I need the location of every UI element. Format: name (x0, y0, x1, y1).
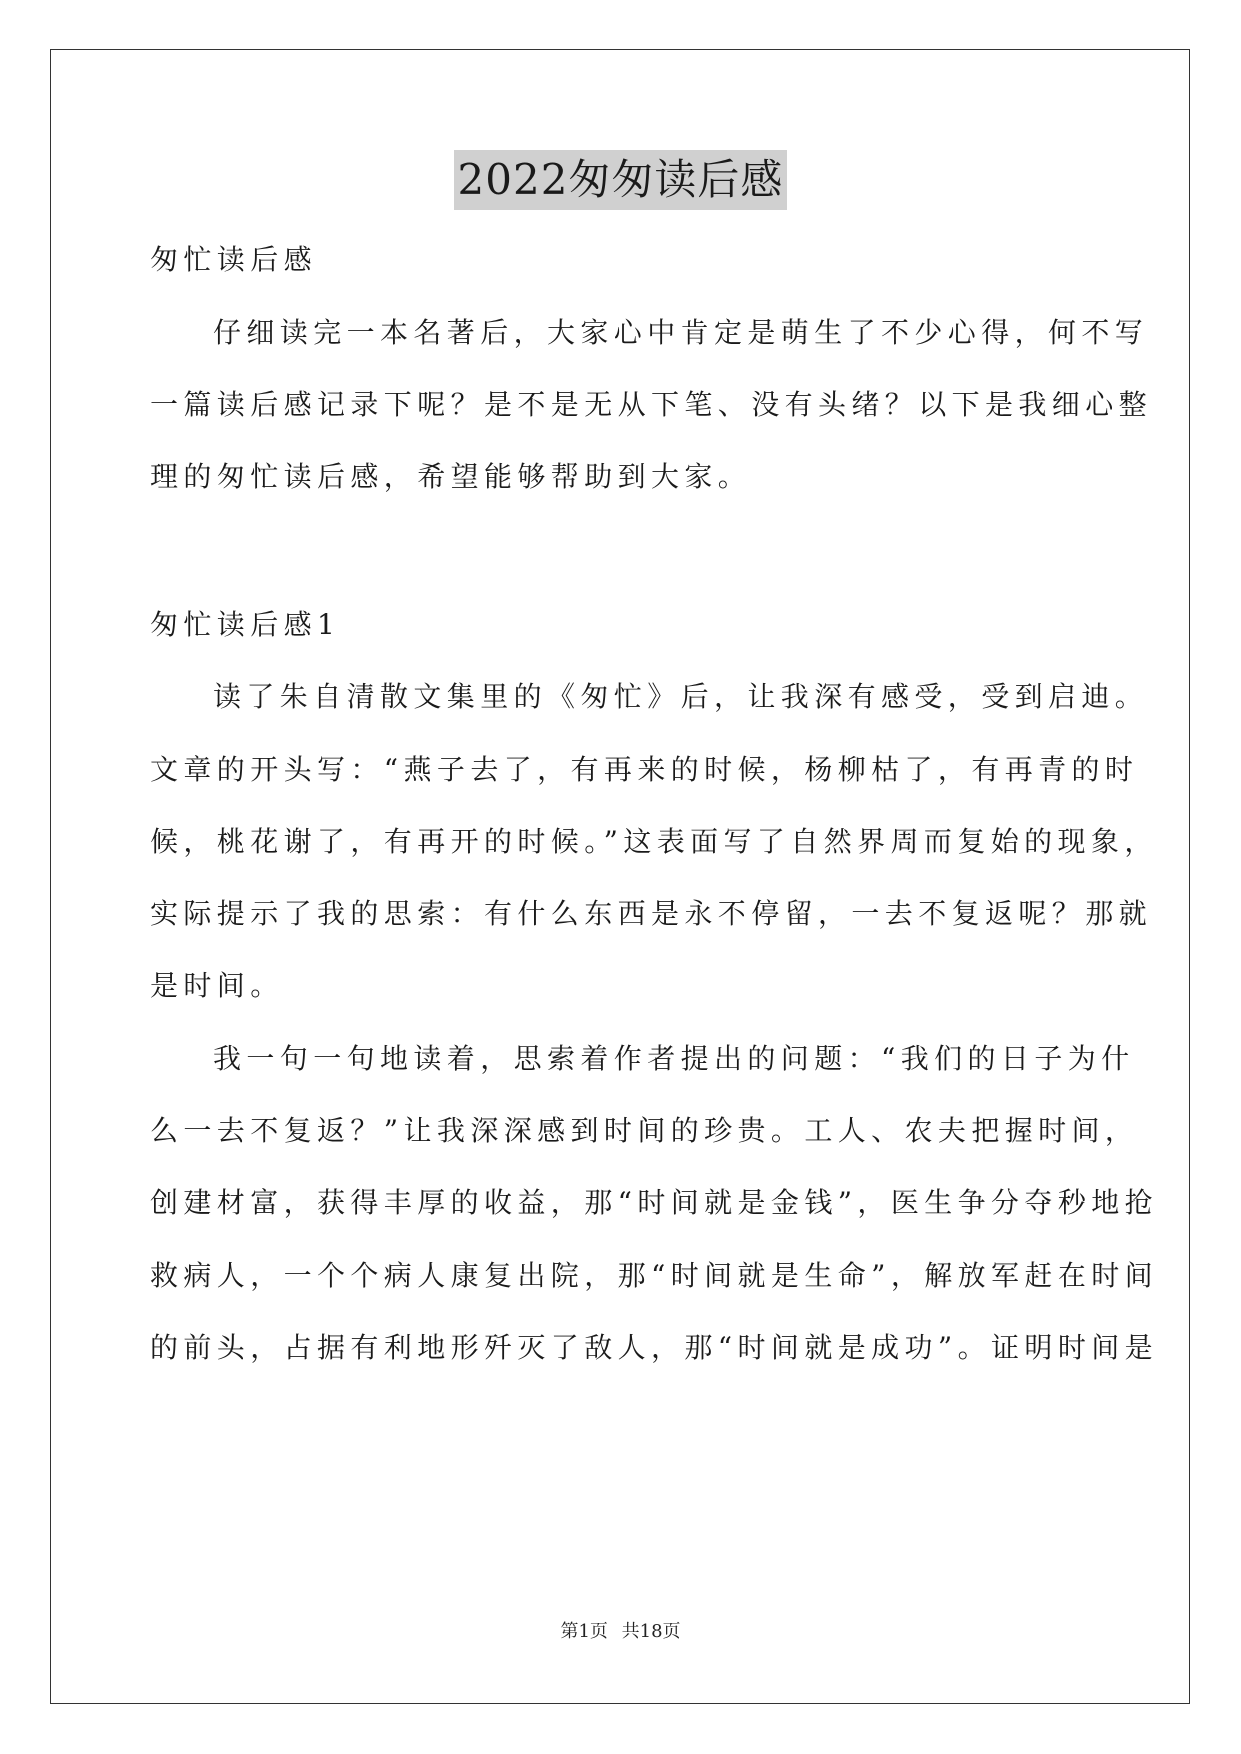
paragraph-line: 仔细读完一本名著后，大家心中肯定是萌生了不少心得，何不写 (213, 316, 1149, 349)
paragraph-line: 的前头，占据有利地形歼灭了敌人，那“时间就是成功”。证明时间是 (150, 1331, 1159, 1364)
paragraph-line: 一篇读后感记录下呢？是不是无从下笔、没有头绪？以下是我细心整 (150, 388, 1153, 421)
page-total: 共18页 (621, 1621, 681, 1642)
paragraph-line: 理的匆忙读后感，希望能够帮助到大家。 (150, 460, 752, 493)
paragraph-line: 候，桃花谢了，有再开的时候。”这表面写了自然界周而复始的现象， (150, 825, 1158, 858)
section-heading: 匆忙读后感1 (150, 608, 341, 641)
paragraph-line: 么一去不复返？”让我深深感到时间的珍贵。工人、农夫把握时间， (150, 1114, 1139, 1147)
page-footer (0, 1620, 1241, 1644)
paragraph-line: 救病人，一个个病人康复出院，那“时间就是生命”，解放军赶在时间 (150, 1259, 1159, 1292)
title-container (0, 150, 1241, 210)
paragraph-line: 文章的开头写：“燕子去了，有再来的时候，杨柳枯了，有再青的时 (150, 753, 1139, 786)
page-border (50, 49, 1190, 1704)
paragraph-line: 创建材富，获得丰厚的收益，那“时间就是金钱”，医生争分夺秒地抢 (150, 1186, 1159, 1219)
paragraph-line: 读了朱自清散文集里的《匆忙》后，让我深有感受，受到启迪。 (213, 680, 1149, 713)
page-number: 第1页 (560, 1621, 608, 1642)
paragraph-line: 实际提示了我的思索：有什么东西是永不停留，一去不复返呢？那就 (150, 897, 1153, 930)
section-heading: 匆忙读后感 (150, 243, 318, 276)
document-title: 2022匆匆读后感 (454, 150, 788, 210)
paragraph-line: 我一句一句地读着，思索着作者提出的问题：“我们的日子为什 (213, 1042, 1135, 1075)
paragraph-line: 是时间。 (150, 969, 284, 1002)
